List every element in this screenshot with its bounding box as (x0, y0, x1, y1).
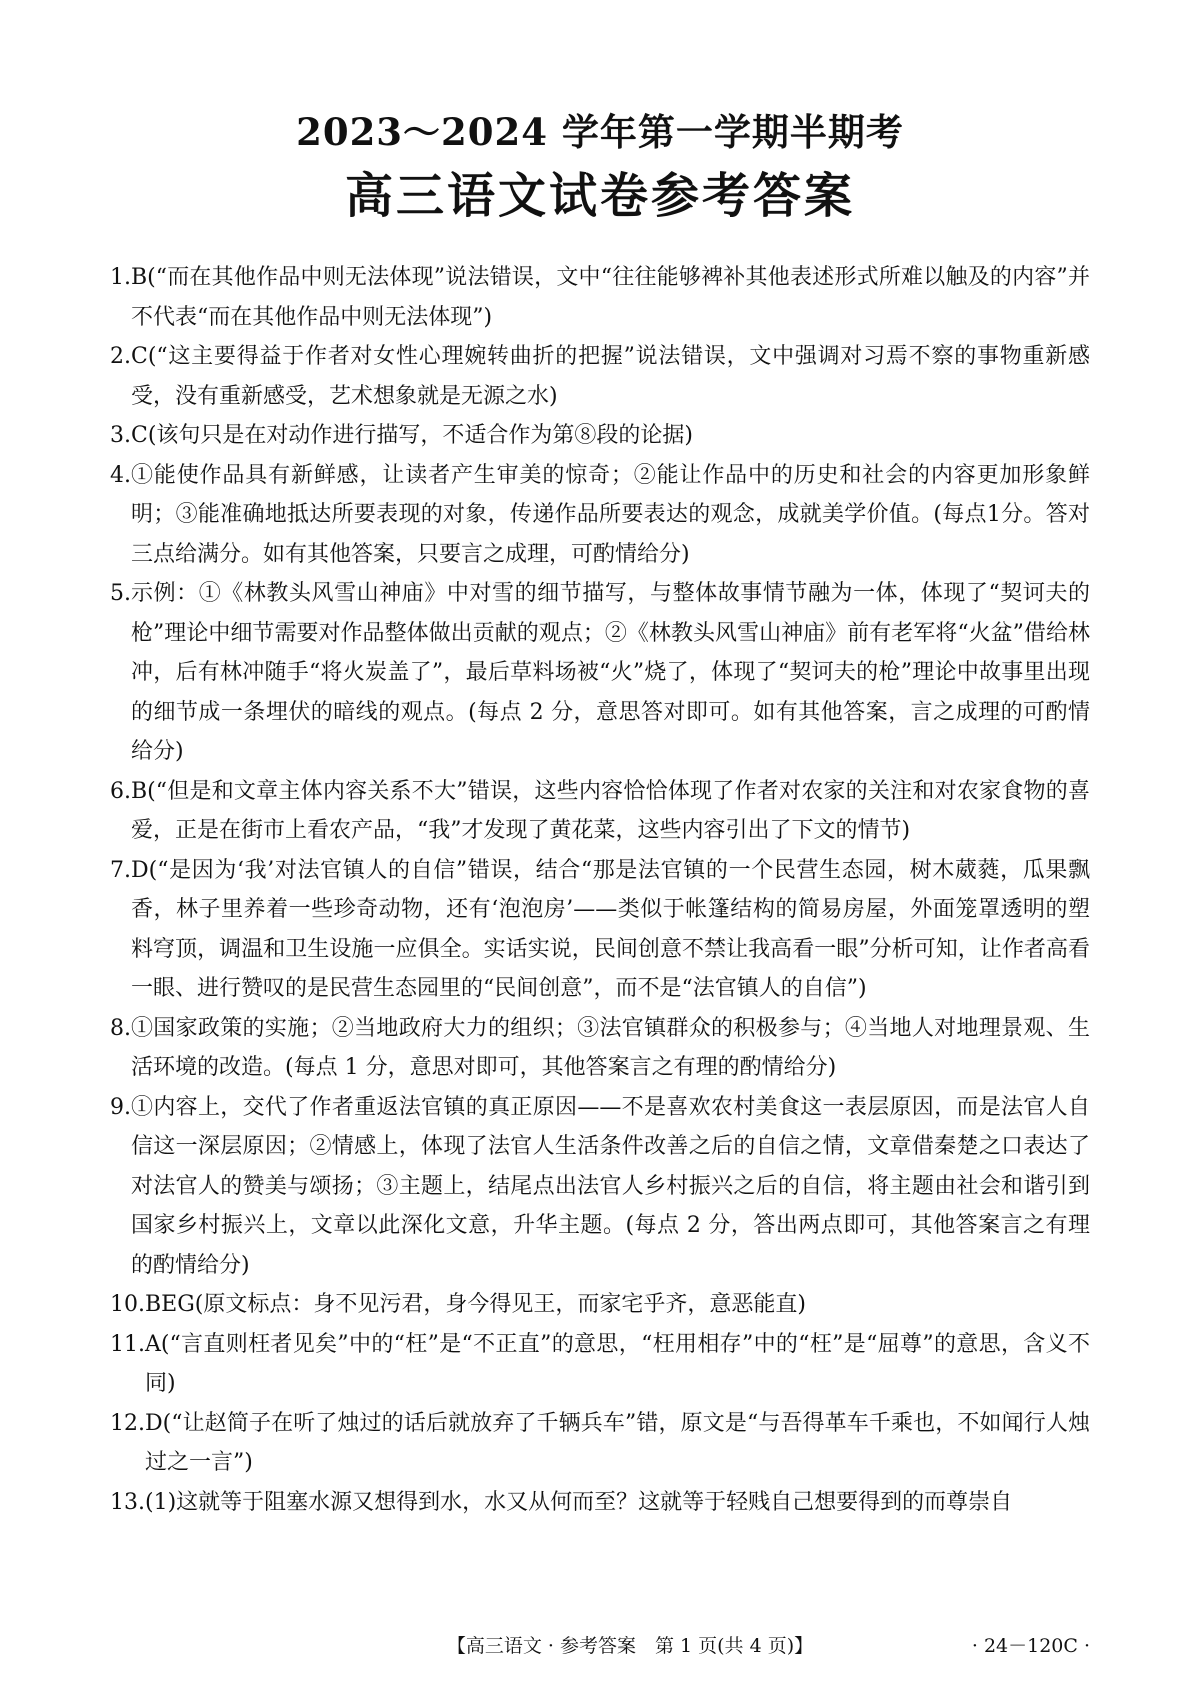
answer-number: 7. (110, 857, 131, 883)
answer-item-5 (110, 574, 1090, 772)
answer-text: 示例：①《林教头风雪山神庙》中对雪的细节描写，与整体故事情节融为一体，体现了“契诃夫的枪”理论中细节需要对作品整体做出贡献的观点；②《林教头风雪山神庙》前有老军将“火盆”借给林冲，后有林冲随手“将火炭盖了”，最后草料场被“火”烧了，体现了“契诃夫的枪”理论中故事里出现的细节成一条埋伏的暗线的观点。(每点 2 分，意思答对即可。如有其他答案，言之成理的可酌情给分) (131, 581, 1090, 764)
answer-number: 2. (110, 344, 131, 369)
answer-number: 9. (110, 1094, 131, 1120)
answer-item-4 (110, 456, 1090, 575)
answer-text: D(“让赵简子在听了烛过的话后就放弃了千辆兵车”错，原文是“与吾得革车千乘也，不如闻行人烛过之一言”) (145, 1410, 1090, 1475)
answer-item-9 (110, 1088, 1090, 1286)
answer-number: 6. (110, 778, 131, 804)
answer-text: ①国家政策的实施；②当地政府大力的组织；③法官镇群众的积极参与；④当地人对地理景观、生活环境的改造。(每点 1 分，意思对即可，其他答案言之有理的酌情给分) (131, 1015, 1090, 1080)
exam-title: 2023～2024 学年第一学期半期考 (296, 110, 904, 154)
answer-item-13 (110, 1483, 1090, 1523)
answer-text: C(“这主要得益于作者对女性心理婉转曲折的把握”说法错误，文中强调对习焉不察的事物重新感受，没有重新感受，艺术想象就是无源之水) (131, 344, 1090, 409)
answer-text: ①能使作品具有新鲜感，让读者产生审美的惊奇；②能让作品中的历史和社会的内容更加形象鲜明；③能准确地抵达所要表现的对象，传递作品所要表达的观念，成就美学价值。(每点1分。答对三点给满分。如有其他答案，只要言之成理，可酌情给分) (131, 462, 1090, 567)
answer-text: A(“言直则枉者见矣”中的“枉”是“不正直”的意思，“枉用相存”中的“枉”是“屈尊”的意思，含义不同) (145, 1331, 1090, 1396)
answer-number: 10. (110, 1292, 145, 1317)
answer-text: B(“而在其他作品中则无法体现”说法错误，文中“往往能够裨补其他表述形式所难以触及的内容”并不代表“而在其他作品中则无法体现”) (131, 265, 1090, 330)
answer-item-12 (110, 1404, 1090, 1483)
answer-number: 5. (110, 581, 131, 606)
footer-exam-code: · 24－120C · (971, 1635, 1090, 1657)
answer-item-2 (110, 337, 1090, 416)
answer-text: D(“是因为‘我’对法官镇人的自信”错误，结合“那是法官镇的一个民营生态园，树木葳蕤，瓜果飘香，林子里养着一些珍奇动物，还有‘泡泡房’——类似于帐篷结构的简易房屋，外面笼罩透明的塑料穹顶，调温和卫生设施一应俱全。实话实说，民间创意不禁让我高看一眼”分析可知，让作者高看一眼、进行赞叹的是民营生态园里的“民间创意”，而不是“法官镇人的自信”) (131, 857, 1090, 1001)
answer-list (110, 258, 1090, 1522)
answer-number: 8. (110, 1015, 131, 1041)
answer-text: ①内容上，交代了作者重返法官镇的真正原因——不是喜欢农村美食这一表层原因，而是法官人自信这一深层原因；②情感上，体现了法官人生活条件改善之后的自信之情，文章借秦楚之口表达了对法官人的赞美与颂扬；③主题上，结尾点出法官人乡村振兴之后的自信，将主题由社会和谐引到国家乡村振兴上，文章以此深化文意，升华主题。(每点 2 分，答出两点即可，其他答案言之有理的酌情给分) (131, 1094, 1090, 1278)
answer-item-6 (110, 772, 1090, 851)
answer-item-7 (110, 851, 1090, 1009)
answer-item-1 (110, 258, 1090, 337)
footer-page-info: 【高三语文 · 参考答案 第 1 页(共 4 页)】 (446, 1635, 814, 1657)
answer-text: BEG(原文标点：身不见污君，身今得见王，而家宅乎齐，意恶能直) (145, 1292, 806, 1317)
answer-number: 12. (110, 1410, 145, 1436)
answer-number: 4. (110, 462, 131, 488)
answer-text: (1)这就等于阻塞水源又想得到水，水又从何而至？这就等于轻贱自己想要得到的而尊崇自 (145, 1489, 1013, 1515)
answer-item-10 (110, 1285, 1090, 1325)
answer-text: B(“但是和文章主体内容关系不大”错误，这些内容恰恰体现了作者对农家的关注和对农家食物的喜爱，正是在街市上看农产品，“我”才发现了黄花菜，这些内容引出了下文的情节) (131, 778, 1090, 843)
page-footer (0, 1631, 1200, 1661)
answer-key-title: 高三语文试卷参考答案 (344, 168, 855, 224)
answer-item-11 (110, 1325, 1090, 1404)
answer-number: 3. (110, 423, 131, 448)
answer-number: 13. (110, 1489, 145, 1515)
answer-text: C(该句只是在对动作进行描写，不适合作为第⑧段的论据) (131, 423, 694, 448)
answer-item-3 (110, 416, 1090, 456)
answer-item-8 (110, 1009, 1090, 1088)
answer-number: 1. (110, 265, 131, 290)
answer-number: 11. (110, 1331, 145, 1357)
